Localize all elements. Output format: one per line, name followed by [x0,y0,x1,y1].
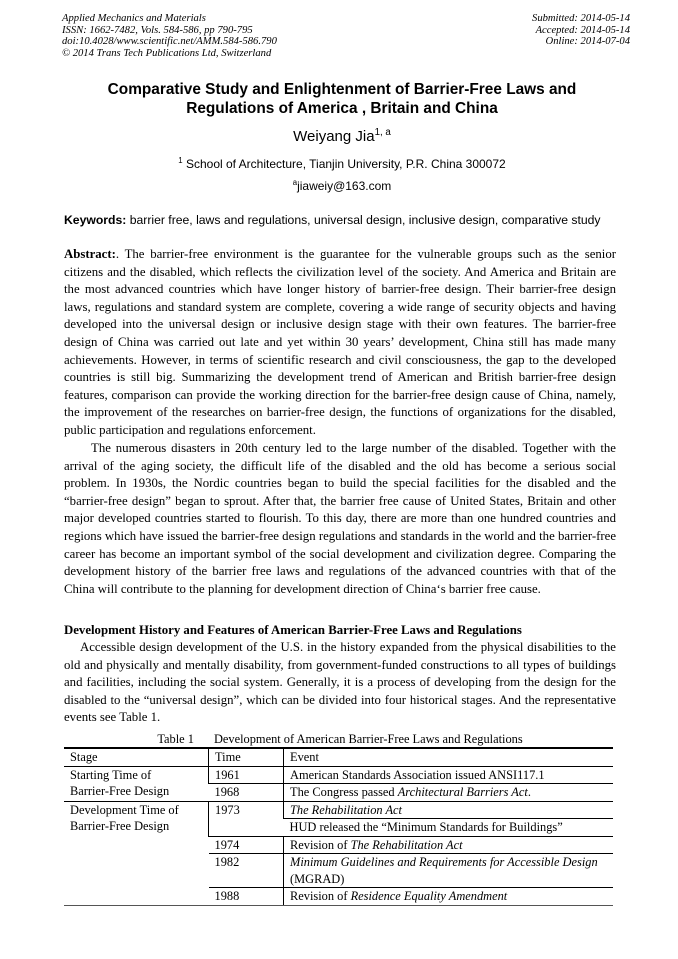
time-cell: 1973 [209,801,284,836]
affiliation-superscript: 1 [178,156,183,165]
journal-info [62,13,277,59]
event-cell [284,766,614,784]
event-text-tail: . [527,785,531,799]
submitted-date: Submitted: 2014-05-14 [532,13,630,24]
abstract [64,246,616,440]
abstract-label: Abstract: [64,247,116,261]
stage-cell-development [64,801,209,906]
time-cell: 1982 [209,854,284,888]
event-text: Revision of [290,837,351,852]
journal-doi[interactable]: doi:10.4028/www.scientific.net/AMM.584-586.790 [62,36,277,48]
time-cell: 1968 [209,784,284,802]
event-italic-title: Minimum Guidelines and Requirements for Accessible Design [290,855,598,869]
paper-title-line-2: Regulations of America , Britain and China [186,100,498,117]
author-superscript: 1, a [374,127,391,138]
time-cell: 1974 [209,836,284,854]
event-italic-title: The Rehabilitation Act [290,802,402,817]
event-text: Revision of [290,889,351,903]
event-cell [284,784,614,802]
event-cell [284,854,614,888]
affiliation-text: School of Architecture, Tianjin University, P.R. China 300072 [182,157,506,171]
time-cell: 1988 [209,888,284,906]
stage-name-line: Barrier-Free Design [70,819,170,833]
keywords [64,213,624,227]
paper-title-line-1: Comparative Study and Enlightenment of Barrier-Free Laws and [107,81,577,98]
event-italic-title: The Rehabilitation Act [350,837,463,852]
table-title: Development of American Barrier-Free Laws and Regulations [213,732,523,746]
online-date: Online: 2014-07-04 [545,36,630,48]
abstract-text: . The barrier-free environment is the guarantee for the vulnerable groups such as the senior citizens and the disabled, which reflects the civilization level of the society. And America and Britain are the most advanced countries which have longer history of barrier-free design. Their barrier-free design laws, regulations and standard system are complete, covering a wide range of security objects and having developed into the universal design or inclusive design stage with their own features. The barrier-free design of China was carried out late and yet within 30 years’ development, China still has made many achievements. However, in terms of scientific research and civil consciousness, the gap to the developed countries is still big. Summarizing the development trend of American and British barrier-free design features, comparison can provide the working direction for the barrier-free design cause of China, namely, the improvement of the researches on barrier-free design, the functions of organizations for the disabled, public participation and regulations enforcement. [64,247,616,437]
stage-name-line: Starting Time of [70,767,152,782]
event-italic-title: Architectural Barriers Act [397,785,528,799]
header-stage: Stage [64,748,209,766]
event-text: HUD released the “Minimum Standards for Buildings” [289,820,563,834]
section-paragraph: Accessible design development of the U.S. in the history expanded from the physical disabilities to the old and physically and mentally disability, from government-funded constructions to all types of buildings and facilities, including the social system. Generally, it is a process of developing from the design for the disabled to the “universal design”, which can be divided into four historical stages. And the representative events see Table 1. [64,640,616,725]
header-event: Event [284,748,614,766]
event-cell [284,888,614,906]
keywords-text: barrier free, laws and regulations, universal design, inclusive design, comparative study [126,213,601,227]
journal-name: Applied Mechanics and Materials [62,13,206,24]
event-italic-title: Residence Equality Amendment [350,889,508,903]
keywords-label: Keywords: [64,213,127,227]
stage-name-line: Barrier-Free Design [70,784,170,798]
author-line [62,128,622,146]
email-superscript: a [292,178,298,187]
journal-issn: ISSN: 1662-7482, Vols. 584-586, pp 790-795 [62,24,253,36]
section-heading: Development History and Features of American Barrier-Free Laws and Regulations [64,623,522,637]
event-text: The Congress passed [290,785,398,799]
paper-title [62,80,622,118]
submission-dates [532,13,630,48]
stage-name-line: Development Time of [70,802,179,817]
table-header-row [64,748,613,766]
event-text: American Standards Association issued ANSI117.1 [290,767,545,782]
event-cell [284,836,614,854]
table-number: Table 1 [157,732,194,746]
table-row [64,801,613,819]
event-text-tail: (MGRAD) [290,871,345,886]
intro-paragraph: The numerous disasters in 20th century led to the large number of the disabled. Together with the arrival of the aging society, the difficult life of the disabled and the old has become a serious social problem. In 1930s, the Nordic countries began to build the special facilities for the disabled and the “barrier-free design” began to sprout. After that, the barrier free cause of United States, Britain and other major developed countries started to flourish. To this day, there are more than one hundred countries and regions which have issued the barrier-free design regulations and standards in the world and the barrier-free career has become an important symbol of the social development and civilization degree. Comparing the development history of the barrier free laws and regulations of the advanced countries with that of the China will contribute to the planning for development direction of China‘s barrier free cause. [64,441,616,596]
table-row [64,766,613,784]
accepted-date: Accepted: 2014-05-14 [535,24,630,36]
journal-copyright: © 2014 Trans Tech Publications Ltd, Switzerland [62,47,272,59]
time-cell: 1961 [209,766,284,784]
affiliation [62,157,622,171]
table-1 [64,747,613,906]
stage-cell-starting [64,766,209,801]
author-email[interactable]: jiaweiy@163.com [297,179,392,193]
event-cell [284,801,614,819]
author-name: Weiyang Jia [293,128,375,145]
table-caption [64,732,616,747]
email-line [62,179,622,193]
header-time: Time [209,748,284,766]
event-cell [284,819,614,837]
